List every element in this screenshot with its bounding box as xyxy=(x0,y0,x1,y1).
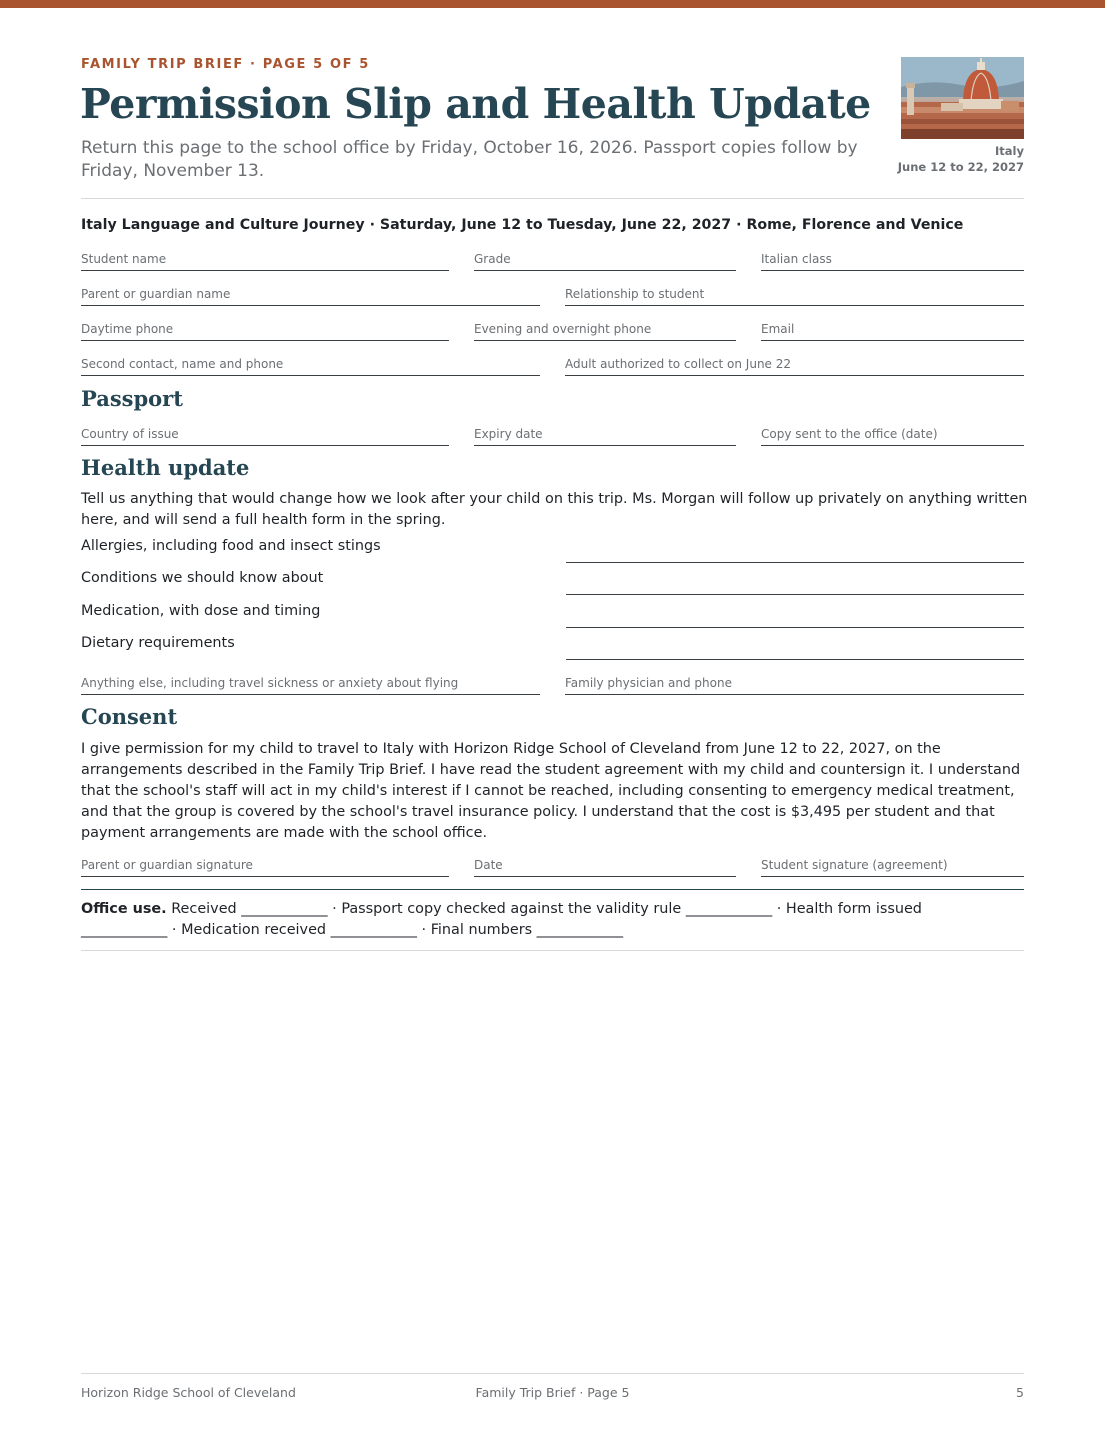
medication-line[interactable] xyxy=(566,627,1024,628)
anything-else-field[interactable] xyxy=(81,676,540,695)
field-label: Adult authorized to collect on June 22 xyxy=(565,357,792,371)
field-label: Parent or guardian signature xyxy=(81,858,253,872)
health-intro: Tell us anything that would change how we look after your child on this trip. Ms. Morgan will follow up privately on anything written here, and will send a full health form in the spring. xyxy=(81,491,1028,528)
office-use-text: Received ____________ · Passport copy checked against the validity rule ____________ · Health form issued ____________ · Medication received ____________ · Final numbers ____________ xyxy=(81,901,922,938)
passport-country-field[interactable] xyxy=(81,427,449,446)
header-divider xyxy=(81,198,1024,199)
page-title: Permission Slip and Health Update xyxy=(80,80,871,128)
health-row-allergies: Allergies, including food and insect stings xyxy=(81,538,381,554)
footer-page-number: 5 xyxy=(1016,1385,1024,1400)
photo-caption-dates: June 12 to 22, 2027 xyxy=(897,160,1024,174)
field-label: Evening and overnight phone xyxy=(474,322,652,336)
field-label: Expiry date xyxy=(474,427,543,441)
email-field[interactable] xyxy=(761,322,1024,341)
footer-school: Horizon Ridge School of Cleveland xyxy=(81,1385,296,1400)
student-name-field[interactable] xyxy=(81,252,449,271)
office-use-block xyxy=(81,899,981,941)
field-label: Anything else, including travel sickness or anxiety about flying xyxy=(81,676,459,690)
field-label: Copy sent to the office (date) xyxy=(761,427,938,441)
field-label: Email xyxy=(761,322,795,336)
evening-phone-field[interactable] xyxy=(474,322,736,341)
trip-summary: Italy Language and Culture Journey · Saturday, June 12 to Tuesday, June 22, 2027 · Rome, Florence and Venice xyxy=(81,217,964,233)
field-label: Relationship to student xyxy=(565,287,705,301)
field-label: Parent or guardian name xyxy=(81,287,231,301)
field-label: Country of issue xyxy=(81,427,179,441)
student-signature-field[interactable] xyxy=(761,858,1024,877)
footer-divider xyxy=(81,1373,1024,1374)
office-use-bottom-rule xyxy=(81,950,1024,951)
footer-center: Family Trip Brief · Page 5 xyxy=(475,1385,630,1400)
health-heading: Health update xyxy=(81,455,250,480)
consent-date-field[interactable] xyxy=(474,858,736,877)
field-label: Grade xyxy=(474,252,511,266)
physician-field[interactable] xyxy=(565,676,1024,695)
photo-caption xyxy=(898,143,1024,175)
consent-heading: Consent xyxy=(81,704,178,729)
passport-expiry-field[interactable] xyxy=(474,427,736,446)
grade-field[interactable] xyxy=(474,252,736,271)
health-row-dietary: Dietary requirements xyxy=(81,635,235,651)
field-label: Date xyxy=(474,858,503,872)
allergies-line[interactable] xyxy=(566,562,1024,563)
relationship-field[interactable] xyxy=(565,287,1024,306)
field-label: Student name xyxy=(81,252,167,266)
field-label: Italian class xyxy=(761,252,832,266)
second-contact-field[interactable] xyxy=(81,357,540,376)
health-row-medication: Medication, with dose and timing xyxy=(81,603,321,619)
guardian-name-field[interactable] xyxy=(81,287,540,306)
passport-copy-sent-field[interactable] xyxy=(761,427,1024,446)
office-use-divider xyxy=(81,889,1024,890)
conditions-line[interactable] xyxy=(566,594,1024,595)
health-row-conditions: Conditions we should know about xyxy=(81,570,324,586)
passport-heading: Passport xyxy=(81,386,183,411)
field-label: Student signature (agreement) xyxy=(761,858,948,872)
dietary-line[interactable] xyxy=(566,659,1024,660)
office-use-label: Office use. xyxy=(81,901,167,917)
authorized-adult-field[interactable] xyxy=(565,357,1024,376)
eyebrow: FAMILY TRIP BRIEF · PAGE 5 OF 5 xyxy=(81,57,370,72)
photo-caption-destination: Italy xyxy=(995,144,1024,158)
florence-cathedral-photo xyxy=(901,57,1024,139)
field-label: Second contact, name and phone xyxy=(81,357,284,371)
consent-text: I give permission for my child to travel to Italy with Horizon Ridge School of Cleveland from June 12 to 22, 2027, on the arrangements described in the Family Trip Brief. I have read the student agreement with my child and countersign it. I understand that the school's staff will act in my child's interest if I cannot be reached, including consenting to emergency medical treatment, and that the group is covered by the school's travel insurance policy. I understand that the cost is $3,495 per student and that payment arrangements are made with the school office. xyxy=(81,741,1021,841)
guardian-signature-field[interactable] xyxy=(81,858,449,877)
top-accent-bar xyxy=(0,0,1105,8)
italian-class-field[interactable] xyxy=(761,252,1024,271)
daytime-phone-field[interactable] xyxy=(81,322,449,341)
field-label: Family physician and phone xyxy=(565,676,732,690)
field-label: Daytime phone xyxy=(81,322,174,336)
page-subtitle: Return this page to the school office by Friday, October 16, 2026. Passport copies follow by Friday, November 13. xyxy=(81,138,858,181)
